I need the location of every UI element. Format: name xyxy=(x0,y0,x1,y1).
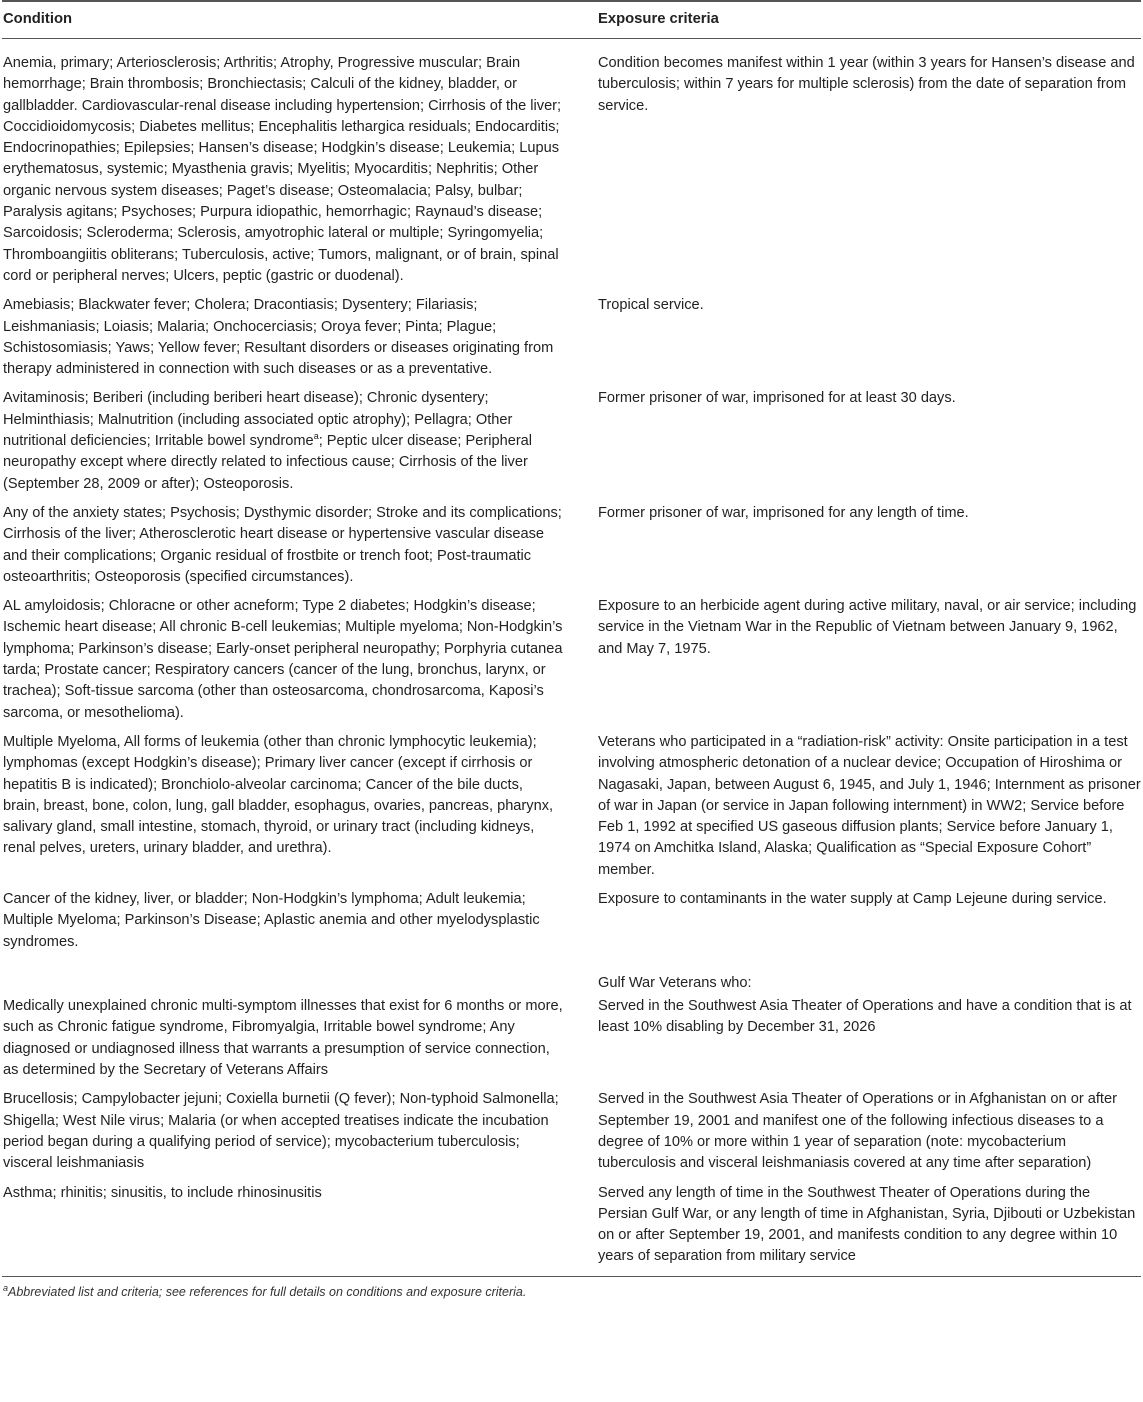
header-condition: Condition xyxy=(3,11,73,28)
table-row xyxy=(0,732,1143,889)
exposure-cell: Former prisoner of war, imprisoned for at least 30 days. xyxy=(598,390,956,407)
exposure-cell: Tropical service. xyxy=(598,297,704,314)
condition-cell: Asthma; rhinitis; sinusitis, to include rhinosinusitis xyxy=(3,1184,322,1201)
exposure-cell: Served any length of time in the Southwest Theater of Operations during the Persian Gulf War, or any length of time in Afghanistan, Syria, Djibouti or Uzbekistan on or after September 19, 2001, and manifests condition to any degree within 10 years of separation from military service xyxy=(598,1184,1136,1265)
condition-cell: Amebiasis; Blackwater fever; Cholera; Dracontiasis; Dysentery; Filariasis; Leishmaniasis; Loiasis; Malaria; Onchocerciasis; Oroya fever; Pinta; Plague; Schistosomiasis; Yaws; Yellow fever; Resultant disorders or diseases originating from therapy administered in connection with such diseases or as a preventative. xyxy=(3,297,554,378)
condition-cell: Anemia, primary; Arteriosclerosis; Arthritis; Atrophy, Progressive muscular; Brain hemorrhage; Brain thrombosis; Bronchiectasis; Calculi of the kidney, bladder, or gallbladder. Cardiovascular-renal disease including hypertension; Cirrhosis of the liver; Coccidioidomycosis; Diabetes mellitus; Encephalitis lethargica residuals; Endocarditis; Endocrinopathies; Epilepsies; Hansen’s disease; Hodgkin’s disease; Leukemia; Lupus erythematosus, systemic; Myasthenia gravis; Myelitis; Myocarditis; Nephritis; Other organic nervous system diseases; Paget’s disease; Osteomalacia; Palsy, bulbar; Paralysis agitans; Psychoses; Purpura idiopathic, hemorrhagic; Raynaud’s disease; Sarcoidosis; Scleroderma; Sclerosis, amyotrophic lateral or multiple; Syringomyelia; Thromboangiitis obliterans; Tuberculosis, active; Tumors, malignant, or of brain, spinal cord or peripheral nerves; Ulcers, peptic (gastric or duodenal). xyxy=(3,55,562,284)
table-row xyxy=(0,994,1143,1089)
exposure-cell: Served in the Southwest Asia Theater of Operations and have a condition that is at least 10% disabling by December 31, 2026 xyxy=(598,998,1132,1036)
exposure-cell: Exposure to contaminants in the water supply at Camp Lejeune during service. xyxy=(598,890,1107,907)
table-header xyxy=(0,2,1143,38)
exposure-cell: Veterans who participated in a “radiation-risk” activity: Onsite participation in a test involving atmospheric detonation of a nuclear device; Occupation of Hiroshima or Nagasaki, Japan, between August 6, 1945, and July 1, 1946; Internment as prisoner of war in Japan (or service in Japan following internment) in WW2; Service before Feb 1, 1992 at specified US gaseous diffusion plants; Service before January 1, 1974 on Amchitka Island, Alaska; Qualification as “Special Exposure Cohort” member. xyxy=(598,733,1141,878)
condition-cell: Any of the anxiety states; Psychosis; Dysthymic disorder; Stroke and its complications; Cirrhosis of the liver; Atherosclerotic heart disease or hypertensive vascular disease and their complications; Organic residual of frostbite or trench foot; Post-traumatic osteoarthritis; Osteoporosis (specified circumstances). xyxy=(3,504,562,585)
condition-cell: Cancer of the kidney, liver, or bladder; Non-Hodgkin’s lymphoma; Adult leukemia; Multiple Myeloma; Parkinson’s Disease; Aplastic anemia and other myelodysplastic syndromes. xyxy=(3,890,540,950)
condition-text: ; Peptic ulcer disease; Peripheral neuropathy except where directly related to infectious cause; Cirrhosis of the liver (September 28, 2009 or after); Osteoporosis. xyxy=(3,433,533,492)
condition-cell-empty xyxy=(0,961,598,994)
condition-cell: Medically unexplained chronic multi-symptom illnesses that exist for 6 months or more, such as Chronic fatigue syndrome, Fibromyalgia, Irritable bowel syndrome; Any diagnosed or undiagnosed illness that warrants a presumption of service connection, as determined by the Secretary of Veterans Affairs xyxy=(3,998,563,1079)
exposure-cell: Served in the Southwest Asia Theater of Operations or in Afghanistan on or after September 19, 2001 and manifest one of the following infectious diseases to a degree of 10% or more within 1 year of separation (note: mycobacterium tuberculosis and visceral leishmaniasis covered at any time after separation) xyxy=(598,1091,1117,1172)
condition-cell xyxy=(0,388,598,502)
condition-cell: Brucellosis; Campylobacter jejuni; Coxiella burnetii (Q fever); Non-typhoid Salmonella; Shigella; West Nile virus; Malaria (or when accepted treatises indicate the incubation period began during a qualifying period of service); mycobacterium tuberculosis; visceral leishmaniasis xyxy=(3,1091,559,1172)
exposure-cell: Condition becomes manifest within 1 year (within 3 years for Hansen’s disease and tuberculosis; within 7 years for multiple sclerosis) from the date of separation from service. xyxy=(598,55,1135,114)
footnote-marker: a xyxy=(3,1282,9,1293)
table-row xyxy=(0,295,1143,388)
exposure-cell: Exposure to an herbicide agent during active military, naval, or air service; including service in the Vietnam War in the Republic of Vietnam between January 9, 1962, and May 7, 1975. xyxy=(598,598,1137,657)
header-exposure: Exposure criteria xyxy=(598,11,719,28)
footnote-marker: a xyxy=(313,431,319,442)
condition-cell: AL amyloidosis; Chloracne or other acneform; Type 2 diabetes; Hodgkin’s disease; Ischemic heart disease; All chronic B-cell leukemias; Multiple myeloma; Non-Hodgkin’s lymphoma; Parkinson’s disease; Early-onset peripheral neuropathy; Porphyria cutanea tarda; Prostate cancer; Respiratory cancers (cancer of the lung, bronchus, larynx, or trachea); Soft-tissue sarcoma (other than osteosarcoma, chondrosarcoma, Kaposi’s sarcoma, or mesothelioma). xyxy=(3,598,563,721)
gulf-war-heading: Gulf War Veterans who: xyxy=(598,974,752,991)
table-row xyxy=(0,1089,1143,1182)
table-footnote xyxy=(0,1277,1143,1303)
table-row xyxy=(0,596,1143,732)
condition-text: Avitaminosis; Beriberi (including beriberi heart disease); Chronic dysentery; Helminthiasis; Malnutrition (including associated optic atrophy); Pellagra; Other nutritional deficiencies; Irritable bowel syndrome xyxy=(3,390,513,450)
table-row xyxy=(0,889,1143,961)
table-row xyxy=(0,39,1143,295)
condition-cell: Multiple Myeloma, All forms of leukemia (other than chronic lymphocytic leukemia); lymphomas (except Hodgkin’s disease); Primary liver cancer (except if cirrhosis or hepatitis B is indicated); Bronchiolo-alveolar carcinoma; Cancer of the bile ducts, brain, breast, bone, colon, lung, gall bladder, esophagus, ovaries, pancreas, pharynx, salivary gland, small intestine, stomach, thyroid, or urinary tract (including kidneys, renal pelves, ureters, urinary bladder, and urethra). xyxy=(3,733,554,857)
gulf-war-heading-row xyxy=(0,961,1143,994)
footnote-text: Abbreviated list and criteria; see references for full details on conditions and exposure criteria. xyxy=(8,1284,527,1299)
table-row xyxy=(0,503,1143,596)
exposure-cell: Former prisoner of war, imprisoned for any length of time. xyxy=(598,504,969,521)
table-row xyxy=(0,388,1143,502)
table-row xyxy=(0,1183,1143,1276)
